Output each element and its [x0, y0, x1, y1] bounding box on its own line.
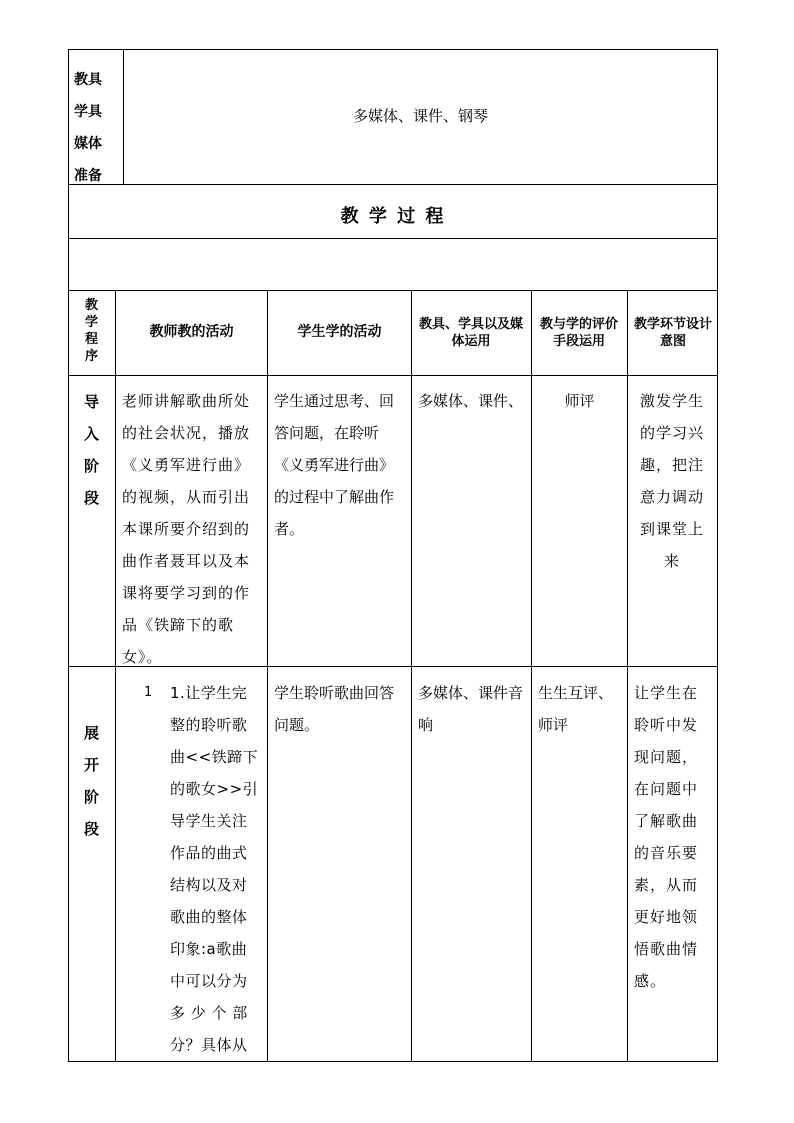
materials-value: 多媒体、课件、钢琴: [352, 107, 488, 125]
evaluation-method: 生生互评、师评: [538, 684, 614, 734]
header-procedure-line: 程: [84, 332, 98, 347]
header-procedure-line: 学: [84, 315, 98, 330]
header-procedure: [68, 297, 115, 365]
media-usage: 多媒体、课件音响: [418, 684, 524, 734]
header-evaluation: 教与学的评价手段运用: [539, 317, 618, 349]
materials-label-line: 教具: [74, 72, 102, 88]
teacher-activity: 1.让学生完整的聆听歌曲<<铁蹄下的歌女>>引导学生关注作品的曲式结构以及对歌曲的整体印象:a歌曲中可以分为多 少 个 部分？具体从: [170, 684, 259, 1054]
design-intent: 激发学生的学习兴趣，把注意力调动到课堂上来: [639, 392, 704, 570]
stage-label-line: 阶: [83, 788, 99, 806]
header-media: 教具、学具以及媒体运用: [418, 317, 523, 349]
stage-label-line: 阶: [83, 457, 99, 475]
stage-label-line: 段: [83, 489, 99, 507]
header-procedure-line: 序: [84, 349, 98, 364]
materials-label-line: 学具: [74, 104, 102, 120]
design-intent: 让学生在聆听中发现问题，在问题中了解歌曲的音乐要素，从而更好地领悟歌曲情感。: [634, 684, 699, 990]
header-procedure-line: 教: [84, 298, 98, 313]
stage-label: [68, 386, 115, 514]
media-usage: 多媒体、课件、: [418, 392, 524, 410]
header-design: 教学环节设计意图: [634, 317, 713, 349]
teacher-activity: 老师讲解歌曲所处的社会状况，播放《义勇军进行曲》的视频，从而引出本课所要介绍到的曲作者聂耳以及本课将要学习到的作品《铁蹄下的歌女》。: [122, 392, 251, 666]
list-marker: 1: [144, 685, 153, 700]
student-activity: 学生通过思考、回答问题，在聆听《义勇军进行曲》的过程中了解曲作者。: [274, 392, 395, 538]
evaluation-method: 师评: [564, 392, 595, 410]
stage-label-line: 开: [83, 756, 99, 774]
stage-label-line: 导: [83, 393, 99, 411]
stage-label-line: 段: [83, 820, 99, 838]
header-teacher: 教师教的活动: [149, 324, 234, 340]
stage-label-line: 入: [83, 425, 99, 443]
student-activity: 学生聆听歌曲回答问题。: [274, 684, 395, 734]
materials-label-line: 准备: [74, 168, 102, 184]
materials-label-line: 媒体: [74, 136, 102, 152]
section-title: 教 学 过 程: [340, 206, 446, 227]
stage-label-line: 展: [83, 724, 99, 742]
materials-label: [74, 64, 119, 192]
stage-label: [68, 717, 115, 845]
header-student: 学生学的活动: [297, 324, 382, 340]
